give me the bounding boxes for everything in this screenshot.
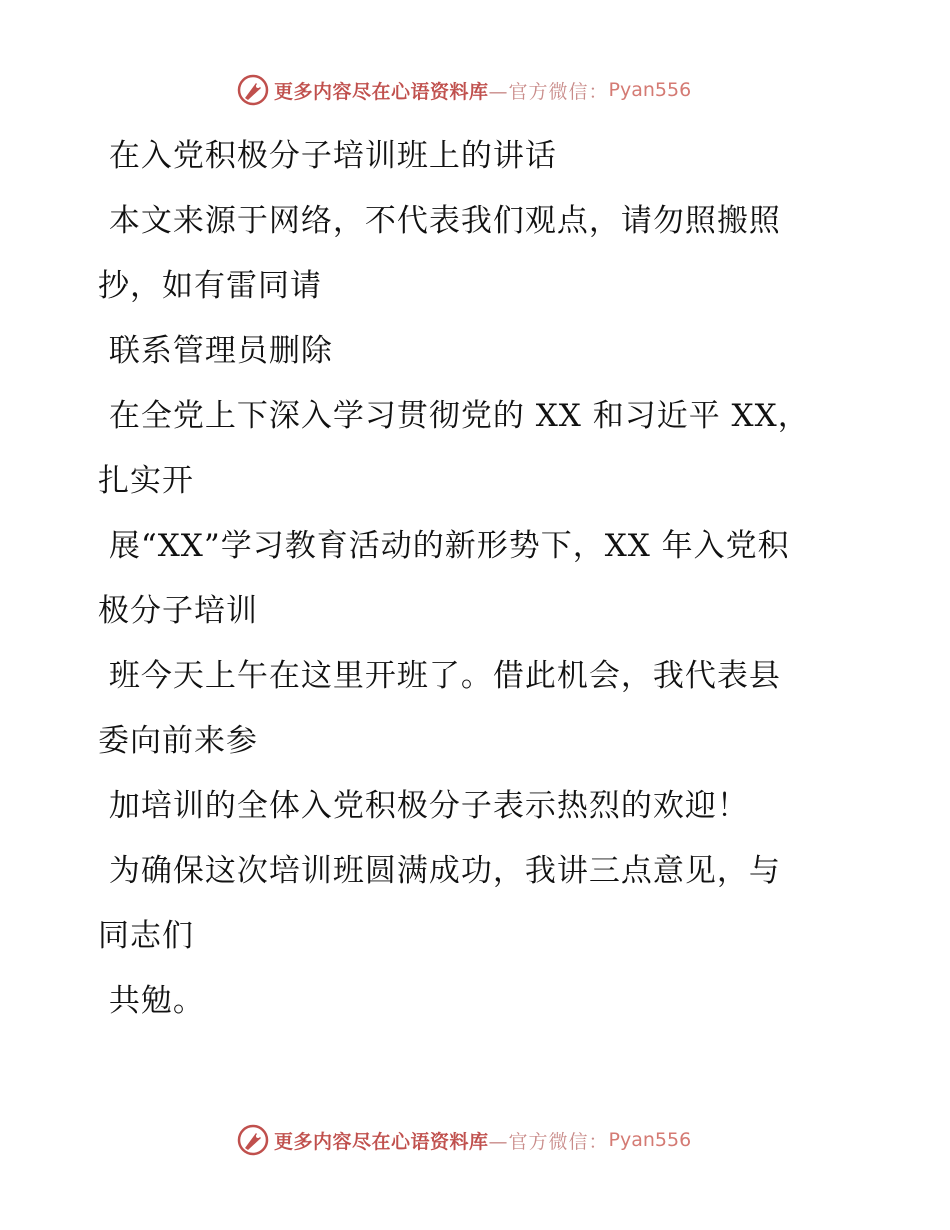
text-line: 共勉。	[98, 983, 205, 1019]
wechat-id: Pyan556	[608, 79, 692, 101]
text-line: 在全党上下深入学习贯彻党的 XX 和习近平 XX，	[98, 398, 810, 434]
text-line: 联系管理员删除	[98, 333, 333, 369]
text-line: 本文来源于网络，不代表我们观点，请勿照搬照	[98, 203, 781, 239]
text-line: 抄，如有雷同请	[98, 268, 322, 304]
text-line: 同志们	[98, 918, 194, 954]
header-watermark	[236, 72, 691, 108]
text-line: 展“XX”学习教育活动的新形势下，XX 年入党积	[98, 528, 790, 564]
text-line: 极分子培训	[98, 593, 258, 629]
pen-nib-logo-icon	[236, 1123, 270, 1157]
text-line: 为确保这次培训班圆满成功，我讲三点意见，与	[98, 853, 781, 889]
site-name: 更多内容尽在心语资料库	[274, 1130, 489, 1153]
text-line: 加培训的全体入党积极分子表示热烈的欢迎！	[98, 788, 749, 824]
wechat-id: Pyan556	[608, 1129, 692, 1151]
site-name: 更多内容尽在心语资料库	[274, 80, 489, 103]
wechat-label: —官方微信：	[488, 80, 609, 103]
text-line: 委向前来参	[98, 723, 258, 759]
document-body	[98, 124, 858, 1034]
pen-nib-logo-icon	[236, 73, 270, 107]
text-line: 班今天上午在这里开班了。借此机会，我代表县	[98, 658, 781, 694]
text-line: 扎实开	[98, 463, 194, 499]
footer-watermark	[236, 1122, 691, 1158]
document-title: 在入党积极分子培训班上的讲话	[98, 138, 557, 174]
wechat-label: —官方微信：	[488, 1130, 609, 1153]
